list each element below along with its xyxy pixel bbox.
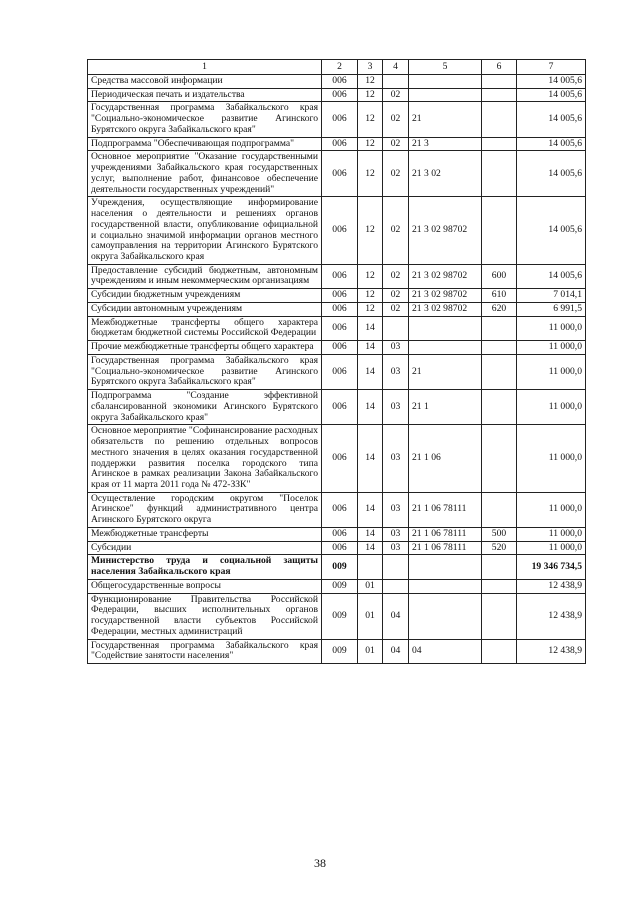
amount-cell: 14 005,6 [517, 197, 586, 264]
subsection-code-cell: 04 [383, 639, 409, 663]
subsection-code-cell: 02 [383, 137, 409, 151]
expense-type-cell [482, 593, 517, 639]
section-code-cell: 12 [358, 75, 383, 89]
header-cell: 7 [517, 60, 586, 75]
target-article-cell [409, 593, 482, 639]
table-row [88, 527, 586, 541]
amount-cell: 12 438,9 [517, 579, 586, 593]
target-article-cell: 21 1 06 [409, 425, 482, 492]
table-row [88, 579, 586, 593]
amount-cell: 14 005,6 [517, 264, 586, 288]
ministry-code-cell: 006 [322, 390, 358, 425]
ministry-code-cell: 006 [322, 264, 358, 288]
amount-cell: 11 000,0 [517, 425, 586, 492]
expense-type-cell [482, 151, 517, 197]
table-row [88, 151, 586, 197]
ministry-code-cell: 006 [322, 137, 358, 151]
ministry-code-cell: 009 [322, 639, 358, 663]
section-code-cell: 12 [358, 137, 383, 151]
section-code-cell: 14 [358, 492, 383, 527]
expense-type-cell [482, 137, 517, 151]
amount-cell: 11 000,0 [517, 541, 586, 555]
section-code-cell: 14 [358, 341, 383, 355]
amount-cell: 11 000,0 [517, 354, 586, 389]
subsection-code-cell: 02 [383, 88, 409, 102]
section-code-cell: 12 [358, 151, 383, 197]
expense-type-cell: 520 [482, 541, 517, 555]
subsection-code-cell: 03 [383, 425, 409, 492]
ministry-code-cell: 006 [322, 354, 358, 389]
row-name-cell: Субсидии [88, 541, 322, 555]
section-code-cell: 14 [358, 425, 383, 492]
ministry-code-cell: 006 [322, 492, 358, 527]
target-article-cell: 21 3 02 98702 [409, 289, 482, 303]
table-row [88, 639, 586, 663]
target-article-cell: 21 1 06 78111 [409, 492, 482, 527]
subsection-code-cell: 03 [383, 390, 409, 425]
target-article-cell [409, 88, 482, 102]
target-article-cell: 21 1 [409, 390, 482, 425]
table-row [88, 289, 586, 303]
ministry-code-cell: 006 [322, 102, 358, 137]
expense-type-cell: 600 [482, 264, 517, 288]
row-name-cell: Субсидии бюджетным учреждениям [88, 289, 322, 303]
target-article-cell [409, 75, 482, 89]
section-code-cell: 01 [358, 579, 383, 593]
table-row [88, 137, 586, 151]
section-code-cell: 12 [358, 197, 383, 264]
target-article-cell: 21 3 02 [409, 151, 482, 197]
section-code-cell [358, 555, 383, 579]
expense-type-cell [482, 492, 517, 527]
header-cell: 1 [88, 60, 322, 75]
target-article-cell: 21 3 02 98702 [409, 197, 482, 264]
row-name-cell: Осуществление городским округом "Поселок Агинское" функций административного центра Агинского Бурятского округа [88, 492, 322, 527]
expense-type-cell: 610 [482, 289, 517, 303]
amount-cell: 14 005,6 [517, 88, 586, 102]
row-name-cell: Функционирование Правительства Российской Федерации, высших исполнительных органов государственной власти субъектов Российской Федерации, местных администраций [88, 593, 322, 639]
section-code-cell: 14 [358, 527, 383, 541]
table-row [88, 390, 586, 425]
expense-type-cell [482, 197, 517, 264]
amount-cell: 14 005,6 [517, 151, 586, 197]
header-cell: 6 [482, 60, 517, 75]
subsection-code-cell [383, 555, 409, 579]
table-row [88, 88, 586, 102]
row-name-cell: Основное мероприятие "Оказание государственными учреждениями Забайкальского края государственных услуг, выполнение работ, финансовое обеспечение деятельности государственных учреждений" [88, 151, 322, 197]
expense-type-cell: 620 [482, 302, 517, 316]
amount-cell: 11 000,0 [517, 341, 586, 355]
target-article-cell [409, 555, 482, 579]
table-header-row [88, 60, 586, 75]
row-name-cell: Межбюджетные трансферты [88, 527, 322, 541]
amount-cell: 11 000,0 [517, 316, 586, 340]
amount-cell: 11 000,0 [517, 527, 586, 541]
row-name-cell: Общегосударственные вопросы [88, 579, 322, 593]
subsection-code-cell [383, 75, 409, 89]
expense-type-cell [482, 316, 517, 340]
ministry-code-cell: 006 [322, 425, 358, 492]
row-name-cell: Периодическая печать и издательства [88, 88, 322, 102]
ministry-code-cell: 006 [322, 341, 358, 355]
subsection-code-cell: 03 [383, 492, 409, 527]
page-number: 38 [314, 856, 326, 870]
ministry-code-cell: 006 [322, 197, 358, 264]
header-cell: 3 [358, 60, 383, 75]
row-name-cell: Прочие межбюджетные трансферты общего характера [88, 341, 322, 355]
subsection-code-cell: 03 [383, 354, 409, 389]
table-row [88, 75, 586, 89]
subsection-code-cell: 02 [383, 289, 409, 303]
row-name-cell: Государственная программа Забайкальского края "Содействие занятости населения" [88, 639, 322, 663]
row-name-cell: Подпрограмма "Создание эффективной сбалансированной экономики Агинского Бурятского округа Забайкальского края" [88, 390, 322, 425]
expense-type-cell [482, 639, 517, 663]
row-name-cell: Государственная программа Забайкальского края "Социально-экономическое развитие Агинского Бурятского округа Забайкальского края" [88, 354, 322, 389]
section-code-cell: 14 [358, 390, 383, 425]
expense-type-cell: 500 [482, 527, 517, 541]
table-row [88, 354, 586, 389]
target-article-cell: 21 3 02 98702 [409, 302, 482, 316]
section-code-cell: 14 [358, 316, 383, 340]
expense-type-cell [482, 425, 517, 492]
subsection-code-cell: 02 [383, 151, 409, 197]
section-code-cell: 12 [358, 302, 383, 316]
table-row [88, 555, 586, 579]
section-code-cell: 12 [358, 102, 383, 137]
subsection-code-cell: 02 [383, 102, 409, 137]
amount-cell: 12 438,9 [517, 639, 586, 663]
subsection-code-cell: 04 [383, 593, 409, 639]
target-article-cell: 21 1 06 78111 [409, 541, 482, 555]
row-name-cell: Учреждения, осуществляющие информирование населения о деятельности и решениях органов государственной власти, опубликование официальной и социально значимой информации органов местного самоуправления на территории Агинского Бурятского округа Забайкальского края [88, 197, 322, 264]
ministry-code-cell: 006 [322, 527, 358, 541]
expense-type-cell [482, 102, 517, 137]
table-row [88, 341, 586, 355]
budget-table [87, 59, 586, 664]
amount-cell: 19 346 734,5 [517, 555, 586, 579]
row-name-cell: Министерство труда и социальной защиты населения Забайкальского края [88, 555, 322, 579]
target-article-cell: 21 1 06 78111 [409, 527, 482, 541]
row-name-cell: Субсидии автономным учреждениям [88, 302, 322, 316]
section-code-cell: 14 [358, 541, 383, 555]
target-article-cell: 21 3 [409, 137, 482, 151]
table-row [88, 264, 586, 288]
expense-type-cell [482, 354, 517, 389]
ministry-code-cell: 009 [322, 579, 358, 593]
expense-type-cell [482, 341, 517, 355]
subsection-code-cell: 03 [383, 541, 409, 555]
expense-type-cell [482, 75, 517, 89]
amount-cell: 12 438,9 [517, 593, 586, 639]
subsection-code-cell: 02 [383, 302, 409, 316]
amount-cell: 14 005,6 [517, 102, 586, 137]
row-name-cell: Государственная программа Забайкальского края "Социально-экономическое развитие Агинского Бурятского округа Забайкальского края" [88, 102, 322, 137]
table-row [88, 316, 586, 340]
row-name-cell: Основное мероприятие "Софинансирование расходных обязательств по решению отдельных вопросов местного значения в целях оказания государственной поддержки развития поселка городского типа Агинское в рамках реализации Закона Забайкальского края от 11 марта 2011 года № 472-ЗЗК" [88, 425, 322, 492]
target-article-cell [409, 316, 482, 340]
section-code-cell: 14 [358, 354, 383, 389]
subsection-code-cell: 02 [383, 197, 409, 264]
row-name-cell: Предоставление субсидий бюджетным, автономным учреждениям и иным некоммерческим организациям [88, 264, 322, 288]
table-row [88, 102, 586, 137]
section-code-cell: 12 [358, 88, 383, 102]
amount-cell: 6 991,5 [517, 302, 586, 316]
expense-type-cell [482, 390, 517, 425]
subsection-code-cell: 02 [383, 264, 409, 288]
amount-cell: 11 000,0 [517, 390, 586, 425]
expense-type-cell [482, 555, 517, 579]
table-row [88, 492, 586, 527]
header-cell: 5 [409, 60, 482, 75]
subsection-code-cell [383, 316, 409, 340]
ministry-code-cell: 006 [322, 88, 358, 102]
table-body [88, 75, 586, 664]
target-article-cell [409, 579, 482, 593]
ministry-code-cell: 006 [322, 316, 358, 340]
header-cell: 2 [322, 60, 358, 75]
ministry-code-cell: 006 [322, 75, 358, 89]
amount-cell: 11 000,0 [517, 492, 586, 527]
expense-type-cell [482, 88, 517, 102]
header-cell: 4 [383, 60, 409, 75]
section-code-cell: 01 [358, 639, 383, 663]
target-article-cell [409, 341, 482, 355]
ministry-code-cell: 006 [322, 541, 358, 555]
section-code-cell: 01 [358, 593, 383, 639]
table-row [88, 425, 586, 492]
row-name-cell: Средства массовой информации [88, 75, 322, 89]
ministry-code-cell: 006 [322, 302, 358, 316]
section-code-cell: 12 [358, 289, 383, 303]
subsection-code-cell [383, 579, 409, 593]
target-article-cell: 21 3 02 98702 [409, 264, 482, 288]
target-article-cell: 21 [409, 102, 482, 137]
table-row [88, 197, 586, 264]
amount-cell: 7 014,1 [517, 289, 586, 303]
amount-cell: 14 005,6 [517, 75, 586, 89]
row-name-cell: Подпрограмма "Обеспечивающая подпрограмма" [88, 137, 322, 151]
row-name-cell: Межбюджетные трансферты общего характера бюджетам бюджетной системы Российской Федерации [88, 316, 322, 340]
amount-cell: 14 005,6 [517, 137, 586, 151]
ministry-code-cell: 006 [322, 289, 358, 303]
ministry-code-cell: 009 [322, 593, 358, 639]
target-article-cell: 21 [409, 354, 482, 389]
ministry-code-cell: 006 [322, 151, 358, 197]
subsection-code-cell: 03 [383, 527, 409, 541]
target-article-cell: 04 [409, 639, 482, 663]
expense-type-cell [482, 579, 517, 593]
ministry-code-cell: 009 [322, 555, 358, 579]
section-code-cell: 12 [358, 264, 383, 288]
table-row [88, 302, 586, 316]
table-row [88, 541, 586, 555]
subsection-code-cell: 03 [383, 341, 409, 355]
table-row [88, 593, 586, 639]
